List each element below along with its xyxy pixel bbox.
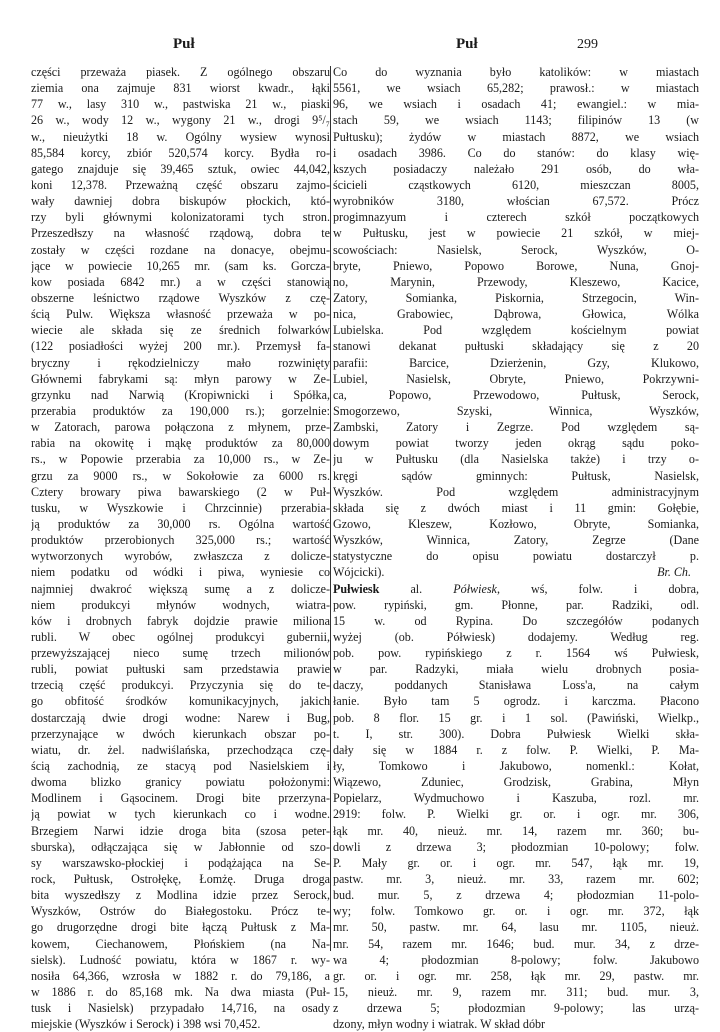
running-head-left: Puł bbox=[173, 36, 195, 52]
right-column-line: 15 w. od Rypina. Do szczegółów podanych bbox=[333, 613, 699, 628]
left-column-line: 85,584 korcy, zbiór 520,574 korcy. Bydła ro- bbox=[31, 145, 330, 160]
right-column-line: wyrobników 3180, włościan 67,572. Prócz bbox=[333, 194, 699, 209]
left-column-line: kowem, Ciechanowem, Płońskiem (na Na- bbox=[31, 936, 330, 951]
right-column-line: kręgi sądów gminnych: Pułtusk, Nasielsk, bbox=[333, 468, 699, 483]
left-column-line: przerzynające w dwóch kierunkach obszar po- bbox=[31, 726, 330, 741]
right-column-line: w par. Radzyki, miała wielu drobnych posia- bbox=[333, 662, 699, 677]
left-column-line: ją powiat w tych kierunkach co i wodne. bbox=[31, 807, 330, 822]
right-column-line: pob. 8 flor. 15 gr. i 1 sol. (Pawiński, Wielkp., bbox=[333, 710, 699, 725]
left-column-line: miejskie (Wyszków i Serock) i 398 wsi 70,452. bbox=[31, 1017, 261, 1032]
right-column-line: 5561, we wsiach 65,282; prawosł.: w miastach bbox=[333, 81, 699, 96]
right-column-line: Wyszków. Pod względem administracyjnym bbox=[333, 484, 699, 499]
left-column-line: wytworzonych wyrobów, zwłaszcza z dolicze- bbox=[31, 549, 330, 564]
right-column-line: wy; folw. Tomkowo gr. or. i ogr. mr. 372, łąk bbox=[333, 904, 699, 919]
left-column-line: grzu za 9000 rs., w Sokołowie za 6000 rs. bbox=[31, 468, 330, 483]
right-column-line: dały się w 1884 r. z folw. P. Wielki, P. Ma- bbox=[333, 742, 699, 757]
right-column-line: Smogorzewo, Szyski, Winnica, Wyszków, bbox=[333, 403, 699, 418]
right-column-line: Gzowo, Kleszew, Kozłowo, Obryte, Somianka, bbox=[333, 516, 699, 531]
right-column-line: scowościach: Nasielsk, Serock, Wyszków, O- bbox=[333, 242, 699, 257]
right-column-line: dzony, młyn wodny i wiatrak. W skład dóbr bbox=[333, 1017, 546, 1032]
right-column-line: bud. mur. 5, z drzewa 4; płodozmian 11-polo- bbox=[333, 888, 699, 903]
right-column-line: pob. pow. rypińskiego z r. 1564 wś Pułwiesk, bbox=[333, 646, 699, 661]
left-column-line: 77 w., lasy 310 w., pastwiska 21 w., piaski bbox=[31, 97, 330, 112]
right-column-line: Lubielska. Pod względem kościelnym powiat bbox=[333, 323, 699, 338]
left-column-line: Cztery browary piwa bawarskiego (2 w Puł- bbox=[31, 484, 330, 499]
right-column-line: stanowi dekanat pułtuski składający się z 20 bbox=[333, 339, 699, 354]
right-column bbox=[333, 64, 699, 1032]
left-column-line: obszerne leśnictwo rządowe Wyszków z czę- bbox=[31, 290, 330, 305]
author-signature: Br. Ch. bbox=[657, 565, 691, 580]
right-column-line: P. Mały gr. or. i ogr. mr. 547, łąk mr. 19, bbox=[333, 855, 699, 870]
right-column-line: Wiązewo, Zduniec, Grodzisk, Grabina, Młyn bbox=[333, 775, 699, 790]
left-column-line: Modlinem i Gąsocinem. Drogi bite przerzyna- bbox=[31, 791, 330, 806]
right-column-line: 2919: folw. P. Wielki gr. or. i ogr. mr. 306, bbox=[333, 807, 699, 822]
right-column-line: t. I, str. 300). Dobra Pułwiesk Wielki skła- bbox=[333, 726, 699, 741]
right-column-line: w Pułtusku, jest w powiecie 21 szkół, w miej- bbox=[333, 226, 699, 241]
left-column-line: wiatu, dr. żel. nadwiślańska, przechodząca czę- bbox=[31, 742, 330, 757]
right-column-line: nica, Grabowiec, Dąbrowa, Głowica, Wólka bbox=[333, 307, 699, 322]
left-column-line: w., nieużytki 18 w. Ogólny wysiew wynosi bbox=[31, 129, 330, 144]
left-column-line: ziemia ona zajmuje 831 wiorst kwadr., łąki bbox=[31, 81, 330, 96]
left-column-line: go obfitość środków komunikacyjnych, jakich bbox=[31, 694, 330, 709]
left-column-line: wiecie ale składa się ze średnich folwarków bbox=[31, 323, 330, 338]
right-column-line: mr. 54, razem mr. 1646; bud. mur. 34, z drze- bbox=[333, 936, 699, 951]
right-column-line: statystyczne do opisu powiatu dostarczył p. bbox=[333, 549, 699, 564]
left-column-line: ścią Pulw. Większa własność przeważa w po- bbox=[31, 307, 330, 322]
left-column-line: części przeważa piasek. Z ogólnego obszaru bbox=[31, 65, 330, 79]
running-head-center: Puł bbox=[456, 36, 478, 52]
left-column-line: rock, Pułtusk, Ostrołękę, Łomżę. Druga droga bbox=[31, 872, 330, 887]
left-column-line: bita wyszedłszy z Modlina idzie przez Serock, bbox=[31, 888, 330, 903]
right-column-line: ścicieli cząstkowych 6120, mieszczan 8005, bbox=[333, 177, 699, 192]
entry-headword: Pułwiesk bbox=[333, 581, 380, 596]
right-column-line: 15, nieuż. mr. 9, razem mr. 311; bud. mur. 3, bbox=[333, 985, 699, 1000]
right-column-line: dowli z drzewa 3; płodozmian 10-polowy; folw. bbox=[333, 839, 699, 854]
right-column-line: łąk mr. 40, nieuż. mr. 14, razem mr. 360; bu- bbox=[333, 823, 699, 838]
right-column-line: i osadach 3986. Co do stanów: do klasy wię- bbox=[333, 145, 699, 160]
left-column-line: koni 12,378. Przeważną część obszaru zajmo- bbox=[31, 177, 330, 192]
left-column-line: go drugorzędne drogi bite łączą Pułtusk z Ma- bbox=[31, 920, 330, 935]
left-column-line: ją produktów za 30,000 rs. Ogólna wartość bbox=[31, 516, 330, 531]
right-column-line: Zatory, Somianka, Piskornia, Strzegocin, Win- bbox=[333, 290, 699, 305]
left-column-line: kow posiada 6842 mr.) a w części stanowią bbox=[31, 274, 330, 289]
right-column-line: daczy, poddanych Stanisława Loss'a, na całym bbox=[333, 678, 699, 693]
right-column-line: Wyszków, Winnica, Zatory, Zegrze (Dane bbox=[333, 533, 699, 548]
right-column-line: Lubiel, Nasielsk, Obryte, Pniewo, Pokrzywni- bbox=[333, 371, 699, 386]
right-column-line: Co do wyznania było katolików: w miastach bbox=[333, 65, 699, 79]
left-column-line: trzecią część produkcyi. Przyczynia się do te- bbox=[31, 678, 330, 693]
left-column-line: tusku, w Wyszkowie i Chrzcinnie) przerabia- bbox=[31, 500, 330, 515]
right-column-line: parafii: Barcice, Dzierżenin, Gzy, Klukowo, bbox=[333, 355, 699, 370]
left-column-line: Głównemi fabrykami są: młyn parowy w Ze- bbox=[31, 371, 330, 386]
left-column-line: sburska), odłączająca się w Jabłonnie od szo- bbox=[31, 839, 330, 854]
left-column-line: ścią zachodnią, ze stacyą pod Nasielskiem i bbox=[31, 759, 330, 774]
left-column-line: Brzegiem Narwi idzie droga bita (szosa peter- bbox=[31, 823, 330, 838]
left-column-line: przewyższającej nieco sumę trzech milionów bbox=[31, 646, 330, 661]
left-column-line: najmniej dwakroć większą sumę a z dolicze- bbox=[31, 581, 330, 596]
left-column-line: sielsk). Ludność powiatu, która w 1867 r. wy- bbox=[31, 952, 330, 967]
right-column-line: progimnazyum i czterech szkół początkowych bbox=[333, 210, 699, 225]
left-column-line: sy warszawsko-płockiej i podążająca na Se- bbox=[31, 855, 330, 870]
right-column-line: 96, we wsiach i osadach 41; ewangiel.: w mia- bbox=[333, 97, 699, 112]
left-column-line: rabia na okowitę i mąkę produktów za 80,000 bbox=[31, 436, 330, 451]
right-column-line: ju w Pułtusku (dla Nasielska także) i trzy o- bbox=[333, 452, 699, 467]
left-column-line: rubli, powiat pułtuski sam przedstawia prawie bbox=[31, 662, 330, 677]
right-column-line: Zambski, Zatory i Zegrze. Pod względem są- bbox=[333, 420, 699, 435]
column-divider bbox=[330, 66, 331, 951]
right-column-line: Wójcicki). Br. Ch. bbox=[333, 565, 691, 580]
left-column-line: zostały w części rozdane na donacye, obejmu- bbox=[31, 242, 330, 257]
left-column-line: bryczny i rękodzielniczy mało rozwinięty bbox=[31, 355, 330, 370]
right-column-line: Popielarz, Wydmuchowo i Kaszuba, rozl. mr. bbox=[333, 791, 699, 806]
left-column-line: (122 posiadłości wyżej 200 mr.). Przemysł fa- bbox=[31, 339, 330, 354]
left-column-line: rzy byli głównymi kolonizatorami tych stron. bbox=[31, 210, 330, 225]
right-column-line: bryte, Pniewo, Popowo Borowe, Nuna, Gnoj- bbox=[333, 258, 699, 273]
page-number: 299 bbox=[577, 37, 598, 52]
left-column-line: w 1886 r. do 85,168 mk. Na dwa miasta (Puł- bbox=[31, 985, 330, 1000]
right-column-line: pow. rypiński, gm. Płonne, par. Radziki, odl. bbox=[333, 597, 699, 612]
right-column-line: wyżej (ob. Półwiesk) dodajemy. Według reg. bbox=[333, 629, 699, 644]
left-column-line: produktów przerobionych 325,000 rs.; wartość bbox=[31, 533, 330, 548]
right-column-line: kszych posiadaczy należało 291 osób, do wła- bbox=[333, 161, 699, 176]
left-column bbox=[31, 64, 330, 1032]
right-column-line: dowym powiat tworzy jeden okrąg sądu poko- bbox=[333, 436, 699, 451]
right-column-line: składa się z dwóch miast i 11 gmin: Gołębie, bbox=[333, 500, 699, 515]
left-column-line: dostarczają dwie drogi wodne: Narew i Bug, bbox=[31, 710, 330, 725]
right-column-line: pastw. mr. 3, nieuż. mr. 33, razem mr. 602; bbox=[333, 872, 699, 887]
left-column-line: dwoma blizko granicy powiatu położonymi: bbox=[31, 775, 330, 790]
left-column-line: niem produkcyi młynów wodnych, wiatra- bbox=[31, 597, 330, 612]
right-column-line: wa 4; płodozmian 8-polowy; folw. Jakubowo bbox=[333, 952, 699, 967]
left-column-line: niem podatku od wódki i piwa, wyniesie co bbox=[31, 565, 330, 580]
left-column-line: w Zatorach, parowa połączona z młynem, prze- bbox=[31, 420, 330, 435]
entry-variant-name: Półwiesk bbox=[453, 581, 497, 596]
right-column-line: stach 59, we wsiach 1143; filipinów 13 (w bbox=[333, 113, 699, 128]
left-column-line: jące w powiecie 10,265 mr. (sam ks. Gorcza- bbox=[31, 258, 330, 273]
right-column-line: z drzewa 5; płodozmian 9-polowy; las urzą- bbox=[333, 1001, 699, 1016]
left-column-line: ków i drobnych fabryk dojdzie prawie miliona bbox=[31, 613, 330, 628]
right-column-line: mr. 50, pastw. mr. 64, lasu mr. 1105, nieuż. bbox=[333, 920, 699, 935]
right-column-line: ca, Popowo, Przewodowo, Pułtusk, Serock, bbox=[333, 387, 699, 402]
left-column-line: rs., w Popowie przerabia za 10,000 rs., w Ze- bbox=[31, 452, 330, 467]
right-column-line: Pułtusku); żydów w miastach 8872, we wsiach bbox=[333, 129, 699, 144]
left-column-line: tusk i Nasielsk) przypadało 14,716, na osady bbox=[31, 1001, 330, 1016]
left-column-line: rubli. W obec ogólnej produkcyi gubernii, bbox=[31, 629, 330, 644]
left-column-line: nosiła 64,366, wzrosła w 1882 r. do 79,186, a bbox=[31, 968, 330, 983]
left-column-line: przerabia produktów za 190,000 rs.); gorzelnie: bbox=[31, 403, 330, 418]
right-column-line: gr. or. i ogr. mr. 258, łąk mr. 29, pastw. mr. bbox=[333, 968, 699, 983]
right-column-line: no, Marynin, Przewody, Kleszewo, Kacice, bbox=[333, 274, 699, 289]
right-column-line: łanie. Było tam 5 ogrodz. i karczma. Płacono bbox=[333, 694, 699, 709]
left-column-line: wały dawniej dobra biskupów płockich, któ- bbox=[31, 194, 330, 209]
left-column-line: gatego znajduje się 39,465 sztuk, owiec 44,042, bbox=[31, 161, 330, 176]
left-column-line: grzynku nad Narwią (Kropiwnicki i Spółka, bbox=[31, 387, 330, 402]
left-column-line: 26 w., wody 12 w., wygony 21 w., drogi 9⁵/₇ bbox=[31, 113, 330, 128]
right-column-line: ły, Tomkowo i Jakubowo, nomenkl.: Kołat, bbox=[333, 759, 699, 774]
left-column-line: Wyszków, Ostrów do Białegostoku. Prócz te- bbox=[31, 904, 330, 919]
left-column-line: Przeszedłszy na własność rządową, dobra te bbox=[31, 226, 330, 241]
right-column-line: Pułwiesk al. Półwiesk, wś, folw. i dobra, bbox=[333, 581, 699, 596]
